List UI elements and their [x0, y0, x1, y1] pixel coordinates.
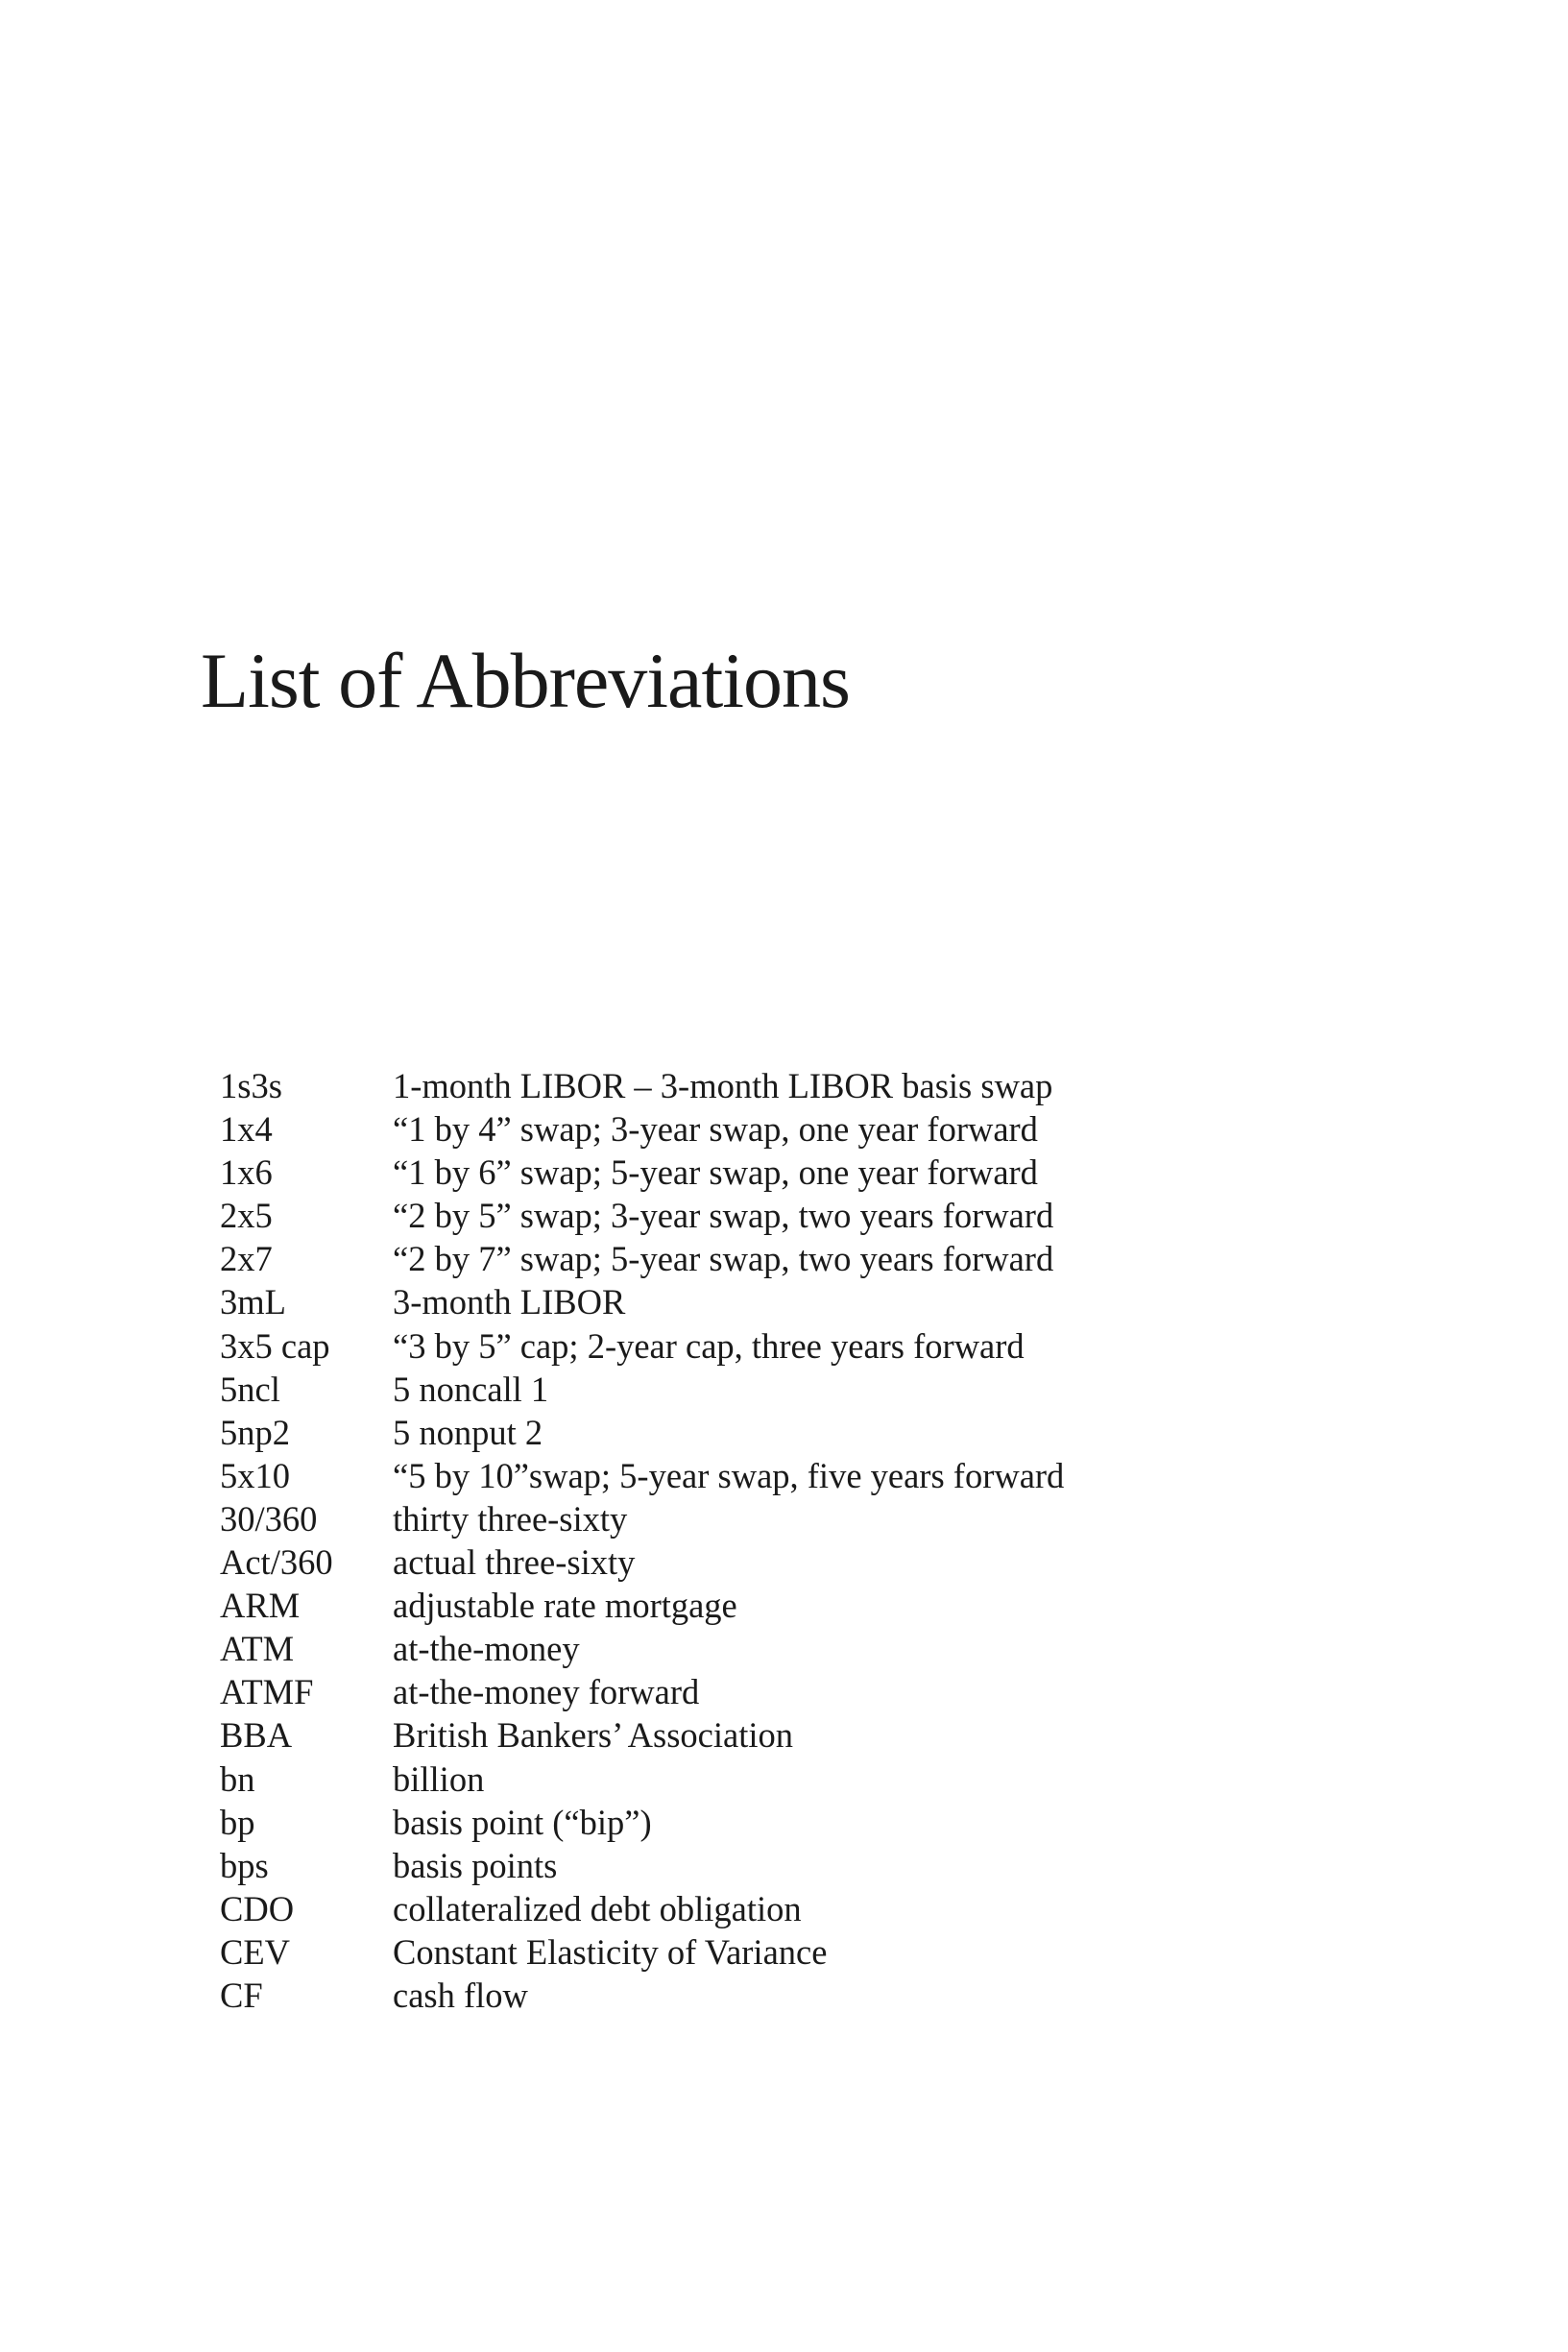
list-item [220, 1758, 1064, 1801]
abbreviation-term: ARM [220, 1586, 301, 1626]
abbreviation-term: 30/360 [220, 1498, 318, 1539]
list-item [220, 1411, 1064, 1454]
list-item [220, 1713, 1064, 1757]
abbreviation-definition: “2 by 7” swap; 5-year swap, two years forward [393, 1239, 1054, 1279]
list-item [220, 1974, 1064, 2017]
list-item [220, 1454, 1064, 1497]
abbreviation-term: 5ncl [220, 1369, 280, 1409]
list-item [220, 1540, 1064, 1584]
abbreviation-definition: 5 noncall 1 [393, 1369, 549, 1409]
abbreviation-term: bp [220, 1802, 255, 1842]
abbreviation-term: BBA [220, 1715, 293, 1756]
list-item [220, 1627, 1064, 1670]
abbreviation-definition: basis point (“bip”) [393, 1802, 652, 1842]
list-item [220, 1801, 1064, 1844]
list-item [220, 1194, 1064, 1237]
list-item [220, 1368, 1064, 1411]
abbreviation-term: 1x6 [220, 1152, 273, 1193]
list-item [220, 1887, 1064, 1930]
abbreviation-definition: basis points [393, 1845, 558, 1885]
page-title: List of Abbreviations [201, 637, 850, 724]
abbreviation-definition: billion [393, 1758, 485, 1799]
list-item [220, 1064, 1064, 1107]
abbreviation-term: CEV [220, 1931, 290, 1972]
list-item [220, 1324, 1064, 1368]
abbreviation-term: 3mL [220, 1282, 286, 1322]
abbreviation-definition: collateralized debt obligation [393, 1888, 802, 1928]
abbreviation-term: 5x10 [220, 1455, 290, 1495]
abbreviation-term: 2x5 [220, 1196, 273, 1236]
abbreviation-definition: actual three-sixty [393, 1542, 636, 1583]
list-item [220, 1107, 1064, 1151]
abbreviation-term: 2x7 [220, 1239, 273, 1279]
abbreviation-definition: “3 by 5” cap; 2-year cap, three years forward [393, 1325, 1025, 1366]
abbreviation-definition: 1-month LIBOR – 3-month LIBOR basis swap [393, 1066, 1053, 1105]
abbreviation-term: 1s3s [220, 1066, 282, 1105]
list-item [220, 1584, 1064, 1627]
abbreviation-definition: 5 nonput 2 [393, 1412, 543, 1452]
abbreviation-definition: Constant Elasticity of Variance [393, 1931, 828, 1972]
list-item [220, 1844, 1064, 1887]
abbreviation-term: 3x5 cap [220, 1325, 330, 1366]
abbreviation-definition: at-the-money forward [393, 1672, 700, 1712]
abbreviation-definition: “1 by 6” swap; 5-year swap, one year forward [393, 1152, 1038, 1193]
abbreviation-term: 1x4 [220, 1109, 273, 1150]
list-item [220, 1237, 1064, 1280]
abbreviation-term: CDO [220, 1888, 295, 1928]
list-item [220, 1670, 1064, 1713]
abbreviation-definition: 3-month LIBOR [393, 1282, 626, 1322]
abbreviation-term: ATM [220, 1629, 295, 1669]
abbreviation-term: 5np2 [220, 1412, 290, 1452]
abbreviation-definition: “5 by 10”swap; 5-year swap, five years forward [393, 1455, 1065, 1495]
abbreviation-definition: cash flow [393, 1975, 528, 2015]
list-item [220, 1151, 1064, 1194]
abbreviation-definition: thirty three-sixty [393, 1498, 628, 1539]
abbreviation-definition: “1 by 4” swap; 3-year swap, one year forward [393, 1109, 1038, 1150]
abbreviation-term: CF [220, 1975, 263, 2015]
abbreviation-term: Act/360 [220, 1542, 333, 1583]
abbreviation-definition: adjustable rate mortgage [393, 1586, 737, 1626]
abbreviation-term: bn [220, 1758, 255, 1799]
abbreviation-definition: at-the-money [393, 1629, 580, 1669]
abbreviation-definition: British Bankers’ Association [393, 1715, 794, 1756]
list-item [220, 1497, 1064, 1540]
abbreviation-term: ATMF [220, 1672, 314, 1712]
abbreviation-definition: “2 by 5” swap; 3-year swap, two years forward [393, 1196, 1054, 1236]
abbreviation-list [220, 1064, 1064, 2017]
list-item [220, 1280, 1064, 1323]
abbreviation-term: bps [220, 1845, 269, 1885]
list-item [220, 1930, 1064, 1974]
